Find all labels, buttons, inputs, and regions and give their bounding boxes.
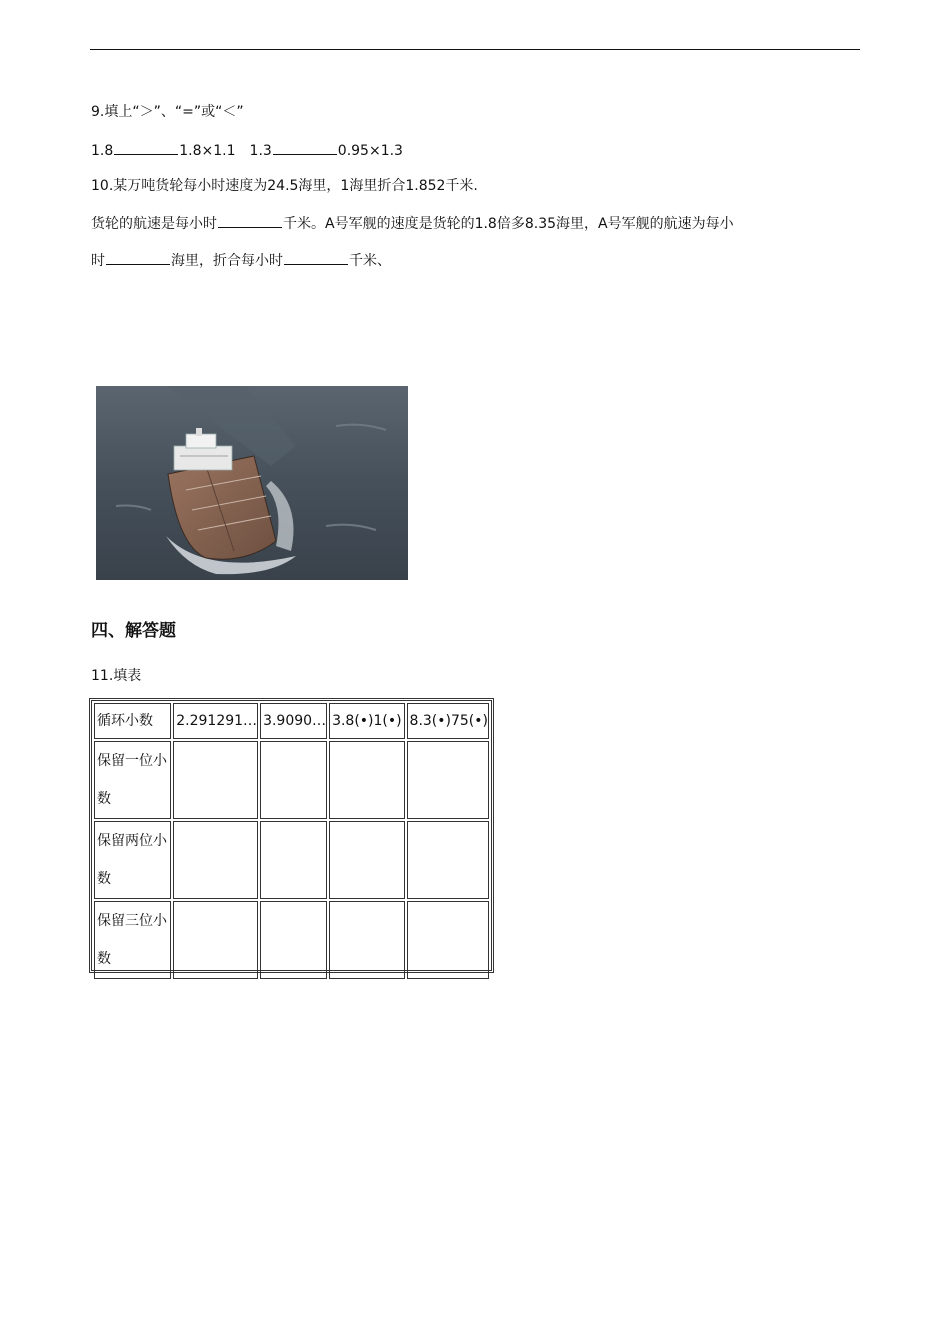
header-rule [90,49,860,50]
header-cell: 3.8(•)1(•) [329,703,404,739]
cargo-ship-illustration [96,386,408,580]
q10-blank-1[interactable] [218,213,282,228]
header-cell: 3.9090… [260,703,327,739]
q10-blank-2[interactable] [106,250,170,265]
q10-line-2 [91,250,391,271]
header-cell: 循环小数 [94,703,171,739]
table-header-row [94,703,489,739]
q9-p1-right: 1.8×1.1 [179,143,236,159]
q9-p2-left: 1.3 [249,143,272,159]
q10-l2-b: 海里，折合每小时 [171,253,283,269]
q11-title: 11.填表 [91,668,142,684]
answer-cell[interactable] [329,741,404,819]
answer-cell[interactable] [407,901,489,979]
q9-p2-right: 0.95×1.3 [337,143,403,159]
header-cell: 2.291291… [173,703,258,739]
answer-cell[interactable] [260,901,327,979]
table-row [94,741,489,819]
section-4-heading: 四、解答题 [91,621,176,641]
row-label: 保留两位小数 [94,821,171,899]
answer-cell[interactable] [407,821,489,899]
q10-l2-c: 千米、 [349,253,391,269]
cargo-ship-photo [96,386,408,580]
rounding-table [89,698,494,973]
answer-cell[interactable] [329,901,404,979]
q10-title: 10.某万吨货轮每小时速度为24.5海里，1海里折合1.852千米. [91,178,478,194]
answer-cell[interactable] [260,821,327,899]
q10-l1-b: 千米。A号军舰的速度是货轮的1.8倍多8.35海里，A号军舰的航速为每小 [283,216,734,232]
q10-l1-a: 货轮的航速是每小时 [91,216,217,232]
q9-blank-1[interactable] [114,140,178,155]
table-row [94,821,489,899]
q9-p1-left: 1.8 [91,143,114,159]
q9-title: 9.填上“＞”、“=”或“＜” [91,104,244,120]
answer-cell[interactable] [173,741,258,819]
answer-cell[interactable] [173,821,258,899]
answer-cell[interactable] [407,741,489,819]
header-cell: 8.3(•)75(•) [407,703,489,739]
answer-cell[interactable] [260,741,327,819]
q9-problems [91,140,403,161]
q10-line-1 [91,213,734,234]
answer-cell[interactable] [173,901,258,979]
q10-blank-3[interactable] [284,250,348,265]
q10-l2-a: 时 [91,253,105,269]
q9-blank-2[interactable] [273,140,337,155]
row-label: 保留一位小数 [94,741,171,819]
rounding-table-grid [92,701,491,981]
answer-cell[interactable] [329,821,404,899]
row-label: 保留三位小数 [94,901,171,979]
table-row [94,901,489,979]
